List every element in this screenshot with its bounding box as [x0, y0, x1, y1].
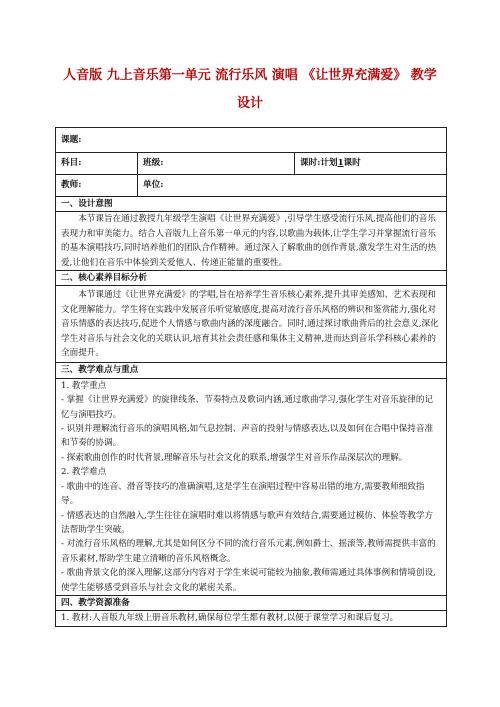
difficulty-item: - 情感表达的自然融入,学生往往在演唱时难以将情感与歌声有效结合,需要通过模仿、体验等教学方法帮助学生突破。	[61, 510, 434, 535]
core-literacy-text: 本节课通过《让世界充满爱》的学唱,旨在培养学生音乐核心素养,提升其审美感知、艺术表现和文化理解能力。学生将在实践中发展音乐听觉敏感度,提高对流行音乐风格的辨识和鉴赏能力,强化对音乐情感的表达技巧,促进个人情感与歌曲内涵的深度融合。同时,通过探讨歌曲背后的社会意义,深化学生对音乐与社会文化的关联认识,培育其社会责任感和集体主义精神,进而达到音乐学科核心素养的全面提升。	[61, 290, 439, 359]
topic-row	[56, 128, 447, 153]
difficulty-item: - 对流行音乐风格的理解,尤其是如何区分不同的流行音乐元素,例如爵士、摇滚等,教师需提供丰富的音乐素材,帮助学生建立清晰的音乐风格概念。	[61, 539, 436, 564]
difficulty-title: 2. 教学难点	[61, 467, 107, 478]
lesson-plan-table	[55, 127, 447, 627]
design-intent-text: 本节课旨在通过教授九年级学生演唱《让世界充满爱》,引导学生感受流行乐风,提高他们的音乐表现力和审美能力。结合人音版九上音乐第一单元的内容,以歌曲为载体,让学生学习并掌握流行音乐的基本演唱技巧,同时培养他们的团队合作精神。通过深入了解歌曲的创作背景,激发学生对生活的热爱,让他们在音乐中体验到关爱他人、传递正能量的重要性。	[61, 214, 436, 268]
section-1-heading: 一、设计意图	[56, 197, 447, 212]
difficulty-item: - 歌曲中的连音、滑音等技巧的准确演唱,这是学生在演唱过程中容易出错的地方,需要教师细致指导。	[61, 481, 425, 507]
document-title	[40, 62, 460, 118]
hours-unit: 课时	[343, 158, 361, 169]
topic-label: 课题:	[56, 128, 447, 153]
hours-cell	[295, 153, 447, 175]
unit-label: 单位:	[138, 175, 447, 197]
class-label: 班级:	[138, 153, 295, 175]
section-4-body	[56, 611, 447, 626]
section-3-body	[56, 378, 447, 595]
section-4-heading: 四、教学资源准备	[56, 595, 447, 610]
focus-item: - 识别并理解流行音乐的演唱风格,如气息控制、声音的投射与情感表达,以及如何在合唱中保持音准和节奏的协调。	[61, 424, 434, 449]
title-line-2: 设计	[236, 96, 263, 111]
focus-item: - 掌握《让世界充满爱》的旋律线条、节奏特点及歌词内涵,通过歌曲学习,强化学生对音乐旋律的记忆与演唱技巧。	[61, 395, 434, 420]
subject-row	[56, 153, 447, 175]
hours-value: 1	[337, 158, 344, 169]
title-line-1: 人音版 九上音乐第一单元 流行乐风 演唱 《让世界充满爱》 教学	[63, 68, 437, 83]
section-2-heading: 二、核心素养目标分析	[56, 271, 447, 286]
difficulty-item: - 歌曲背景文化的深入理解,这部分内容对于学生来说可能较为抽象,教师需通过具体事例和情境创设,使学生能够感受到音乐与社会文化的紧密关系。	[61, 568, 436, 593]
teacher-label: 教师:	[56, 175, 138, 197]
focus-title: 1. 教学重点	[61, 380, 107, 391]
teacher-row	[56, 175, 447, 197]
section-3-heading: 三、教学难点与重点	[56, 363, 447, 378]
section-2-body	[56, 286, 447, 363]
section-1-body	[56, 212, 447, 271]
hours-label: 课时:计划	[300, 158, 338, 169]
subject-label: 科目:	[56, 153, 138, 175]
resource-item: 1. 教材:人音版九年级上册音乐教材,确保每位学生都有教材,以便于课堂学习和课后复习。	[61, 613, 399, 624]
focus-item: - 探索歌曲创作的时代背景,理解音乐与社会文化的联系,增强学生对音乐作品深层次的理解。	[61, 452, 408, 463]
